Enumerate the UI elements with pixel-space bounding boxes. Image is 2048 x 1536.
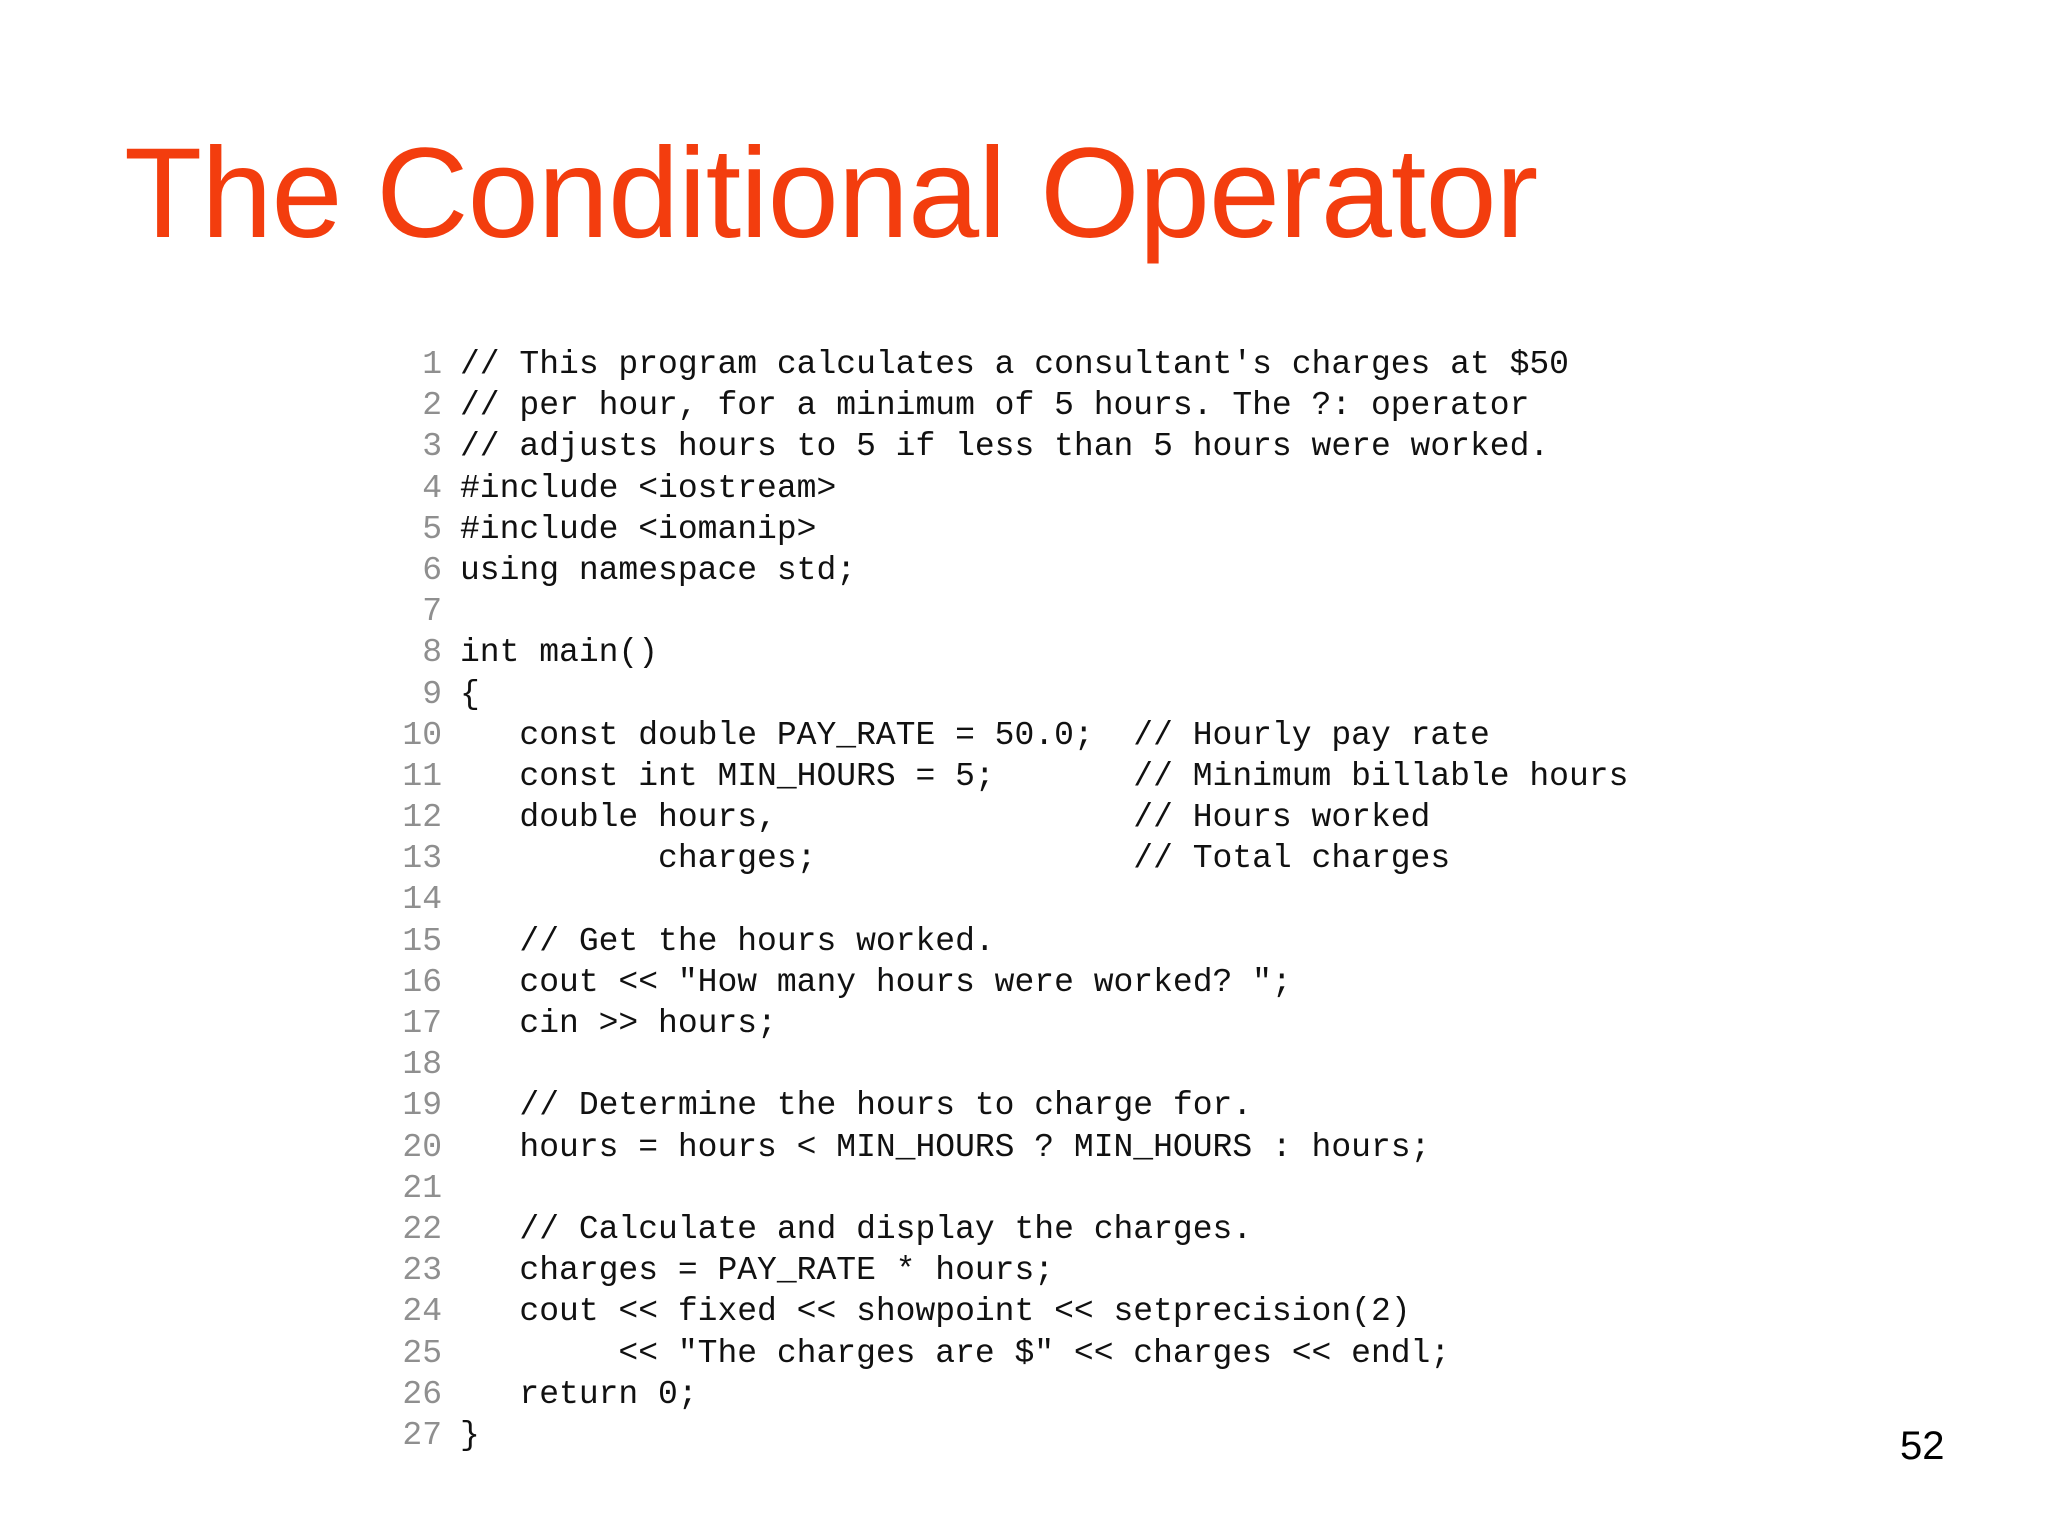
line-number: 26 (402, 1375, 442, 1413)
line-text: double hours, // Hours worked (460, 799, 1431, 837)
line-number: 13 (402, 840, 442, 878)
line-number: 22 (402, 1210, 442, 1248)
line-number: 6 (422, 551, 442, 589)
line-text: // adjusts hours to 5 if less than 5 hours were worked. (460, 428, 1550, 466)
line-number: 5 (422, 510, 442, 548)
code-line (396, 1291, 1628, 1332)
code-listing (396, 344, 1628, 1456)
line-number: 24 (402, 1293, 442, 1331)
code-line (396, 1127, 1628, 1168)
line-number: 7 (422, 593, 442, 631)
code-line (396, 385, 1628, 426)
code-line (396, 1209, 1628, 1250)
line-number: 11 (402, 757, 442, 795)
line-text: // Calculate and display the charges. (460, 1210, 1253, 1248)
line-text: #include <iostream> (460, 469, 837, 507)
code-line (396, 797, 1628, 838)
line-number: 14 (402, 881, 442, 919)
code-line (396, 591, 1628, 632)
line-text: { (460, 675, 480, 713)
line-text: #include <iomanip> (460, 510, 817, 548)
line-text: // Determine the hours to charge for. (460, 1087, 1253, 1125)
line-number: 15 (402, 922, 442, 960)
code-line (396, 1250, 1628, 1291)
line-number: 4 (422, 469, 442, 507)
line-text: // per hour, for a minimum of 5 hours. The ?: operator (460, 387, 1530, 425)
code-line (396, 344, 1628, 385)
code-line (396, 756, 1628, 797)
line-number: 1 (422, 346, 442, 383)
line-text: charges = PAY_RATE * hours; (460, 1252, 1055, 1290)
line-number: 27 (402, 1416, 442, 1454)
line-text: << "The charges are $" << charges << endl; (460, 1334, 1451, 1372)
code-line (396, 1333, 1628, 1374)
line-number: 8 (422, 634, 442, 672)
line-number: 23 (402, 1252, 442, 1290)
code-line (396, 921, 1628, 962)
code-line (396, 509, 1628, 550)
code-line (396, 550, 1628, 591)
line-text: // Get the hours worked. (460, 922, 995, 960)
line-number: 2 (422, 387, 442, 425)
line-text: // This program calculates a consultant's charges at $50 (460, 346, 1569, 383)
code-line (396, 1044, 1628, 1085)
line-text: cout << "How many hours were worked? "; (460, 963, 1292, 1001)
line-text: using namespace std; (460, 551, 857, 589)
code-line (396, 468, 1628, 509)
code-line (396, 1003, 1628, 1044)
line-number: 25 (402, 1334, 442, 1372)
slide-title: The Conditional Operator (124, 122, 1538, 265)
line-number: 9 (422, 675, 442, 713)
line-number: 10 (402, 716, 442, 754)
line-text: int main() (460, 634, 659, 672)
line-number: 20 (402, 1128, 442, 1166)
line-number: 16 (402, 963, 442, 1001)
line-text: const int MIN_HOURS = 5; // Minimum billable hours (460, 757, 1629, 795)
line-text: cout << fixed << showpoint << setprecision(2) (460, 1293, 1411, 1331)
code-line (396, 838, 1628, 879)
line-text: charges; // Total charges (460, 840, 1451, 878)
code-line (396, 879, 1628, 920)
line-text: hours = hours < MIN_HOURS ? MIN_HOURS : hours; (460, 1128, 1431, 1166)
line-text: const double PAY_RATE = 50.0; // Hourly pay rate (460, 716, 1490, 754)
line-number: 12 (402, 799, 442, 837)
code-line (396, 962, 1628, 1003)
line-number: 18 (402, 1046, 442, 1084)
code-line (396, 1168, 1628, 1209)
code-line (396, 1085, 1628, 1126)
code-line (396, 632, 1628, 673)
line-text: } (460, 1416, 480, 1454)
line-text: cin >> hours; (460, 1005, 777, 1042)
code-line (396, 674, 1628, 715)
line-text: return 0; (460, 1375, 698, 1413)
line-number: 21 (402, 1169, 442, 1207)
page-number: 52 (1900, 1424, 1945, 1468)
code-line (396, 1374, 1628, 1415)
code-line (396, 715, 1628, 756)
code-line (396, 1415, 1628, 1456)
code-line (396, 426, 1628, 467)
line-number: 3 (422, 428, 442, 466)
line-number: 17 (402, 1005, 442, 1042)
line-number: 19 (402, 1087, 442, 1125)
